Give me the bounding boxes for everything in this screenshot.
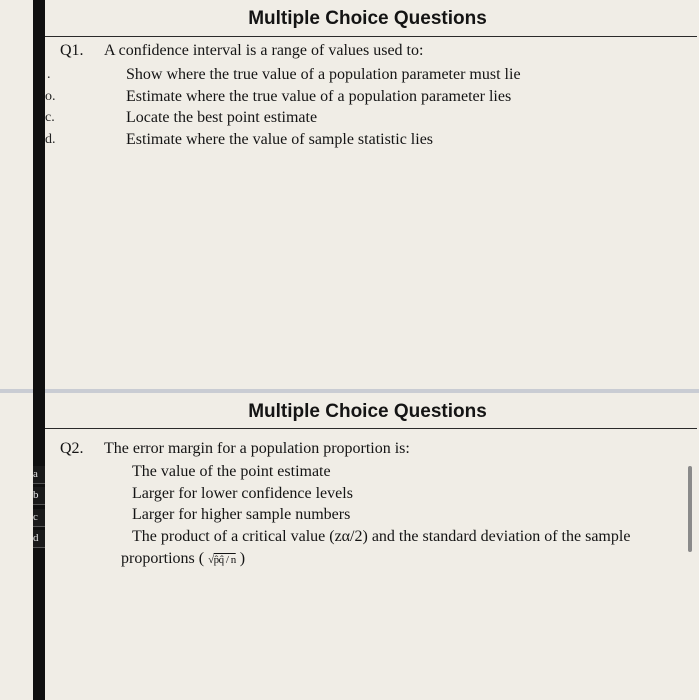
q1-option-d-letter: d. <box>45 132 56 147</box>
q2-option-d-continuation[interactable] <box>121 550 245 568</box>
q2-option-d-close-paren: ) <box>239 550 246 567</box>
q1-number: Q1. <box>60 42 84 59</box>
sqrt-formula-radicand: p̂q̂ / n <box>213 554 236 566</box>
q1-option-a[interactable]: Show where the true value of a population parameter must lie <box>126 66 521 83</box>
q2-option-b[interactable]: Larger for lower confidence levels <box>132 485 353 502</box>
q2-option-a-letter: a <box>33 466 45 484</box>
q1-option-b[interactable]: Estimate where the true value of a population parameter lies <box>126 88 512 105</box>
left-black-bar <box>33 0 45 700</box>
q1-heading-rule <box>45 36 697 37</box>
sqrt-formula: √p̂q̂ / n <box>208 554 236 566</box>
vertical-scrollbar[interactable] <box>688 466 692 552</box>
q1-question-text: A confidence interval is a range of values used to: <box>104 42 424 59</box>
q1-option-c[interactable]: Locate the best point estimate <box>126 109 318 126</box>
q1-option-d[interactable]: Estimate where the value of sample statistic lies <box>126 131 434 148</box>
q2-option-d-continuation-text: proportions ( <box>121 550 205 567</box>
q2-option-a[interactable]: The value of the point estimate <box>132 463 331 480</box>
question-2-panel <box>0 393 699 700</box>
q1-option-c-letter: c. <box>45 110 55 125</box>
q2-question-text: The error margin for a population proportion is: <box>104 440 410 457</box>
q2-option-c-letter: c <box>33 509 45 527</box>
q1-heading: Multiple Choice Questions <box>248 8 487 29</box>
q2-option-b-letter: b <box>33 487 45 505</box>
q2-heading-rule <box>45 428 697 429</box>
q2-option-c[interactable]: Larger for higher sample numbers <box>132 506 351 523</box>
q2-number: Q2. <box>60 440 84 457</box>
q1-option-b-letter: o. <box>45 89 56 104</box>
q2-option-d-letter: d <box>33 530 45 548</box>
q2-option-d[interactable]: The product of a critical value (zα/2) and the standard deviation of the sample <box>132 528 631 545</box>
q1-option-a-letter: . <box>47 67 51 82</box>
q2-heading: Multiple Choice Questions <box>248 401 487 422</box>
